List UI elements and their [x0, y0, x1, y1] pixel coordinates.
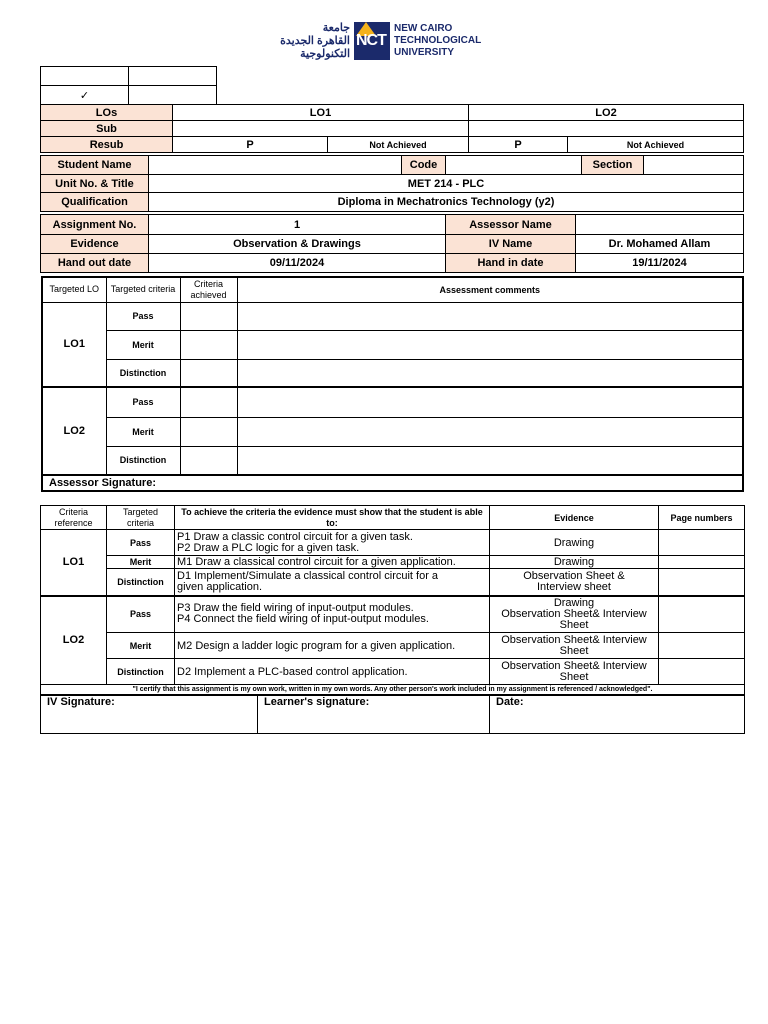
- lo2-reference: LO2: [41, 596, 107, 685]
- criteria-text: M1 Draw a classical control circuit for a given application.: [175, 556, 490, 569]
- logo-english-name: NEW CAIRO TECHNOLOGICAL UNIVERSITY: [394, 23, 482, 58]
- logo-mark-text: NCT: [356, 32, 386, 49]
- qualification-value: Diploma in Mechatronics Technology (y2): [149, 193, 744, 212]
- comment-cell[interactable]: [237, 417, 743, 446]
- lo1-sub-cell[interactable]: [173, 121, 469, 137]
- assessor-field[interactable]: [576, 215, 744, 235]
- los-header: LOs: [41, 105, 173, 121]
- criteria-distinction: Distinction: [106, 359, 180, 387]
- student-name-label: Student Name: [41, 156, 149, 175]
- lo1-header: LO1: [173, 105, 469, 121]
- page-number-cell[interactable]: [659, 633, 745, 659]
- criteria-level: Distinction: [107, 569, 175, 596]
- criteria-text: D1 Implement/Simulate a classical control circuit for a given application.: [175, 569, 490, 596]
- criteria-pass: Pass: [106, 387, 180, 417]
- check-cell[interactable]: [41, 67, 129, 86]
- lo1-label: LO1: [42, 302, 106, 387]
- lo2-resub-not-achieved: Not Achieved: [568, 137, 744, 153]
- assessor-signature-label: Assessor Signature:: [42, 475, 743, 491]
- code-label: Code: [402, 156, 446, 175]
- iv-signature-label: IV Signature:: [47, 696, 115, 708]
- comment-cell[interactable]: [237, 330, 743, 359]
- lo2-resub-pass: P: [469, 137, 568, 153]
- handin-label: Hand in date: [446, 254, 576, 273]
- criteria-text: D2 Implement a PLC-based control application.: [175, 659, 490, 685]
- signature-table: [40, 695, 745, 734]
- university-logo: [276, 20, 482, 64]
- page-numbers-header: Page numbers: [659, 506, 745, 530]
- assessor-label: Assessor Name: [446, 215, 576, 235]
- requirements-header: To achieve the criteria the evidence must show that the student is able to:: [175, 506, 490, 530]
- comment-cell[interactable]: [237, 302, 743, 330]
- unit-value: MET 214 - PLC: [149, 175, 744, 193]
- iv-signature-field[interactable]: [41, 696, 258, 734]
- qualification-label: Qualification: [41, 193, 149, 212]
- criteria-evidence: Observation Sheet& Interview Sheet: [490, 633, 659, 659]
- criteria-evidence: Drawing Observation Sheet& Interview Sheet: [490, 596, 659, 633]
- criteria-achieved-cell[interactable]: [180, 446, 237, 475]
- targeted-lo-header: Targeted LO: [42, 277, 106, 302]
- page-number-cell[interactable]: [659, 596, 745, 633]
- criteria-achieved-cell[interactable]: [180, 302, 237, 330]
- lo1-resub-not-achieved: Not Achieved: [328, 137, 469, 153]
- criteria-pass: Pass: [106, 302, 180, 330]
- learner-signature-field[interactable]: [258, 696, 490, 734]
- handin-value: 19/11/2024: [576, 254, 744, 273]
- assignment-value: 1: [149, 215, 446, 235]
- code-field[interactable]: [446, 156, 582, 175]
- criteria-text: P3 Draw the field wiring of input-output modules. P4 Connect the field wiring of input-output modules.: [175, 596, 490, 633]
- date-field[interactable]: [490, 696, 745, 734]
- criteria-evidence: Drawing: [490, 530, 659, 556]
- unit-label: Unit No. & Title: [41, 175, 149, 193]
- lo1-resub-pass: P: [173, 137, 328, 153]
- criteria-level: Merit: [107, 633, 175, 659]
- criteria-achieved-cell[interactable]: [180, 359, 237, 387]
- page-number-cell[interactable]: [659, 556, 745, 569]
- criteria-achieved-cell[interactable]: [180, 417, 237, 446]
- evidence-header: Evidence: [490, 506, 659, 530]
- assignment-table: [40, 214, 744, 273]
- criteria-level: Distinction: [107, 659, 175, 685]
- student-info-table: [40, 155, 744, 212]
- criteria-text: P1 Draw a classic control circuit for a given task. P2 Draw a PLC logic for a given task.: [175, 530, 490, 556]
- lo2-label: LO2: [42, 387, 106, 475]
- criteria-achieved-cell[interactable]: [180, 330, 237, 359]
- iv-label: IV Name: [446, 235, 576, 254]
- criteria-level: Pass: [107, 530, 175, 556]
- targeted-criteria-header: Targeted criteria: [106, 277, 180, 302]
- los-table: [40, 104, 744, 153]
- criteria-evidence: Observation Sheet & Interview sheet: [490, 569, 659, 596]
- check-cell[interactable]: [129, 86, 217, 105]
- criteria-level: Pass: [107, 596, 175, 633]
- checkmark-icon: ✓: [41, 86, 129, 105]
- criteria-table: [40, 505, 745, 695]
- section-field[interactable]: [644, 156, 744, 175]
- logo-arabic-name: جامعة القاهرة الجديدة التكنولوجية: [280, 22, 350, 60]
- date-label: Date:: [496, 696, 524, 708]
- handout-value: 09/11/2024: [149, 254, 446, 273]
- criteria-distinction: Distinction: [106, 446, 180, 475]
- section-label: Section: [582, 156, 644, 175]
- page-number-cell[interactable]: [659, 569, 745, 596]
- criteria-merit: Merit: [106, 417, 180, 446]
- criteria-reference-header: Criteria reference: [41, 506, 107, 530]
- page-number-cell[interactable]: [659, 530, 745, 556]
- assessment-comments-header: Assessment comments: [237, 277, 743, 302]
- comment-cell[interactable]: [237, 359, 743, 387]
- criteria-merit: Merit: [106, 330, 180, 359]
- page-number-cell[interactable]: [659, 659, 745, 685]
- lo2-sub-cell[interactable]: [469, 121, 744, 137]
- lo1-reference: LO1: [41, 530, 107, 596]
- evidence-label: Evidence: [41, 235, 149, 254]
- evidence-value: Observation & Drawings: [149, 235, 446, 254]
- comment-cell[interactable]: [237, 387, 743, 417]
- criteria-evidence: Observation Sheet& Interview Sheet: [490, 659, 659, 685]
- learner-signature-label: Learner's signature:: [264, 696, 370, 708]
- assessment-table: [41, 276, 744, 492]
- lo2-header: LO2: [469, 105, 744, 121]
- check-table: [40, 66, 217, 105]
- handout-label: Hand out date: [41, 254, 149, 273]
- criteria-achieved-cell[interactable]: [180, 387, 237, 417]
- iv-value: Dr. Mohamed Allam: [576, 235, 744, 254]
- check-cell[interactable]: [129, 67, 217, 86]
- resub-label: Resub: [41, 137, 173, 153]
- criteria-level: Merit: [107, 556, 175, 569]
- certification-statement: "I certify that this assignment is my own work, written in my own words. Any other person's work included in my assignment is referenced / acknowledged".: [41, 685, 745, 695]
- sub-label: Sub: [41, 121, 173, 137]
- comment-cell[interactable]: [237, 446, 743, 475]
- criteria-achieved-header: Criteria achieved: [180, 277, 237, 302]
- assignment-label: Assignment No.: [41, 215, 149, 235]
- student-name-field[interactable]: [149, 156, 402, 175]
- criteria-text: M2 Design a ladder logic program for a given application.: [175, 633, 490, 659]
- targeted-criteria-header: Targeted criteria: [107, 506, 175, 530]
- criteria-evidence: Drawing: [490, 556, 659, 569]
